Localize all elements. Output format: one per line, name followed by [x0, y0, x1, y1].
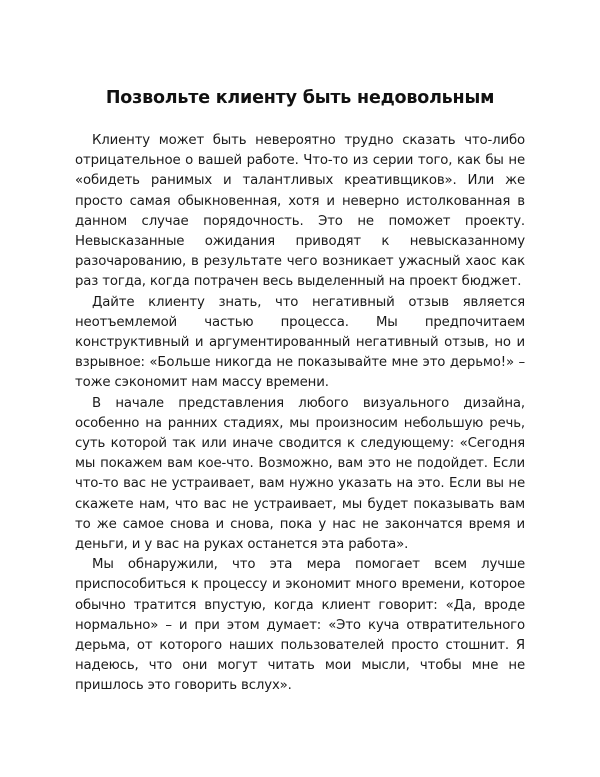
paragraph-2: Дайте клиенту знать, что негативный отзыв является неотъемлемой частью процесса. Мы предпочитаем конструктивный и аргументированный негативный отзыв, но и взрывное: «Больше никогда не показывайте мне это дерьмо!» – тоже сэкономит нам массу времени. [75, 294, 525, 391]
body-text [75, 131, 525, 697]
chapter-title: Позвольте клиенту быть недовольным [105, 88, 495, 108]
paragraph-4: Мы обнаружили, что эта мера помогает всем лучше приспособиться к процессу и экономит много времени, которое обычно тратится впустую, когда клиент говорит: «Да, вроде нормально» – и при этом думает: «Это куча отвратительного дерьма, от которого наших пользователей просто стошнит. Я надеюсь, что они могут читать мои мысли, чтобы мне не пришлось это говорить вслух». [75, 557, 525, 694]
paragraph-3: В начале представления любого визуального дизайна, особенно на ранних стадиях, мы произносим небольшую речь, суть которой так или иначе сводится к следующему: «Сегодня мы покажем вам кое-что. Возможно, вам это не подойдет. Если что-то вас не устраивает, вам нужно указать на это. Если вы не скажете нам, что вас не устраивает, мы будет показывать вам то же самое снова и снова, пока у нас не закончатся время и деньги, и у вас на руках останется эта работа». [75, 395, 525, 553]
paragraph-1: Клиенту может быть невероятно трудно сказать что-либо отрицательное о вашей работе. Что-то из серии того, как бы не «обидеть ранимых и талантливых креативщиков». Или же просто самая обыкновенная, хотя и неверно истолкованная в данном случае порядочность. Это не поможет проекту. Невысказанные ожидания приводят к невысказанному разочарованию, в результате чего возникает ужасный хаос как раз тогда, когда потрачен весь выделенный на проект бюджет. [75, 133, 525, 290]
